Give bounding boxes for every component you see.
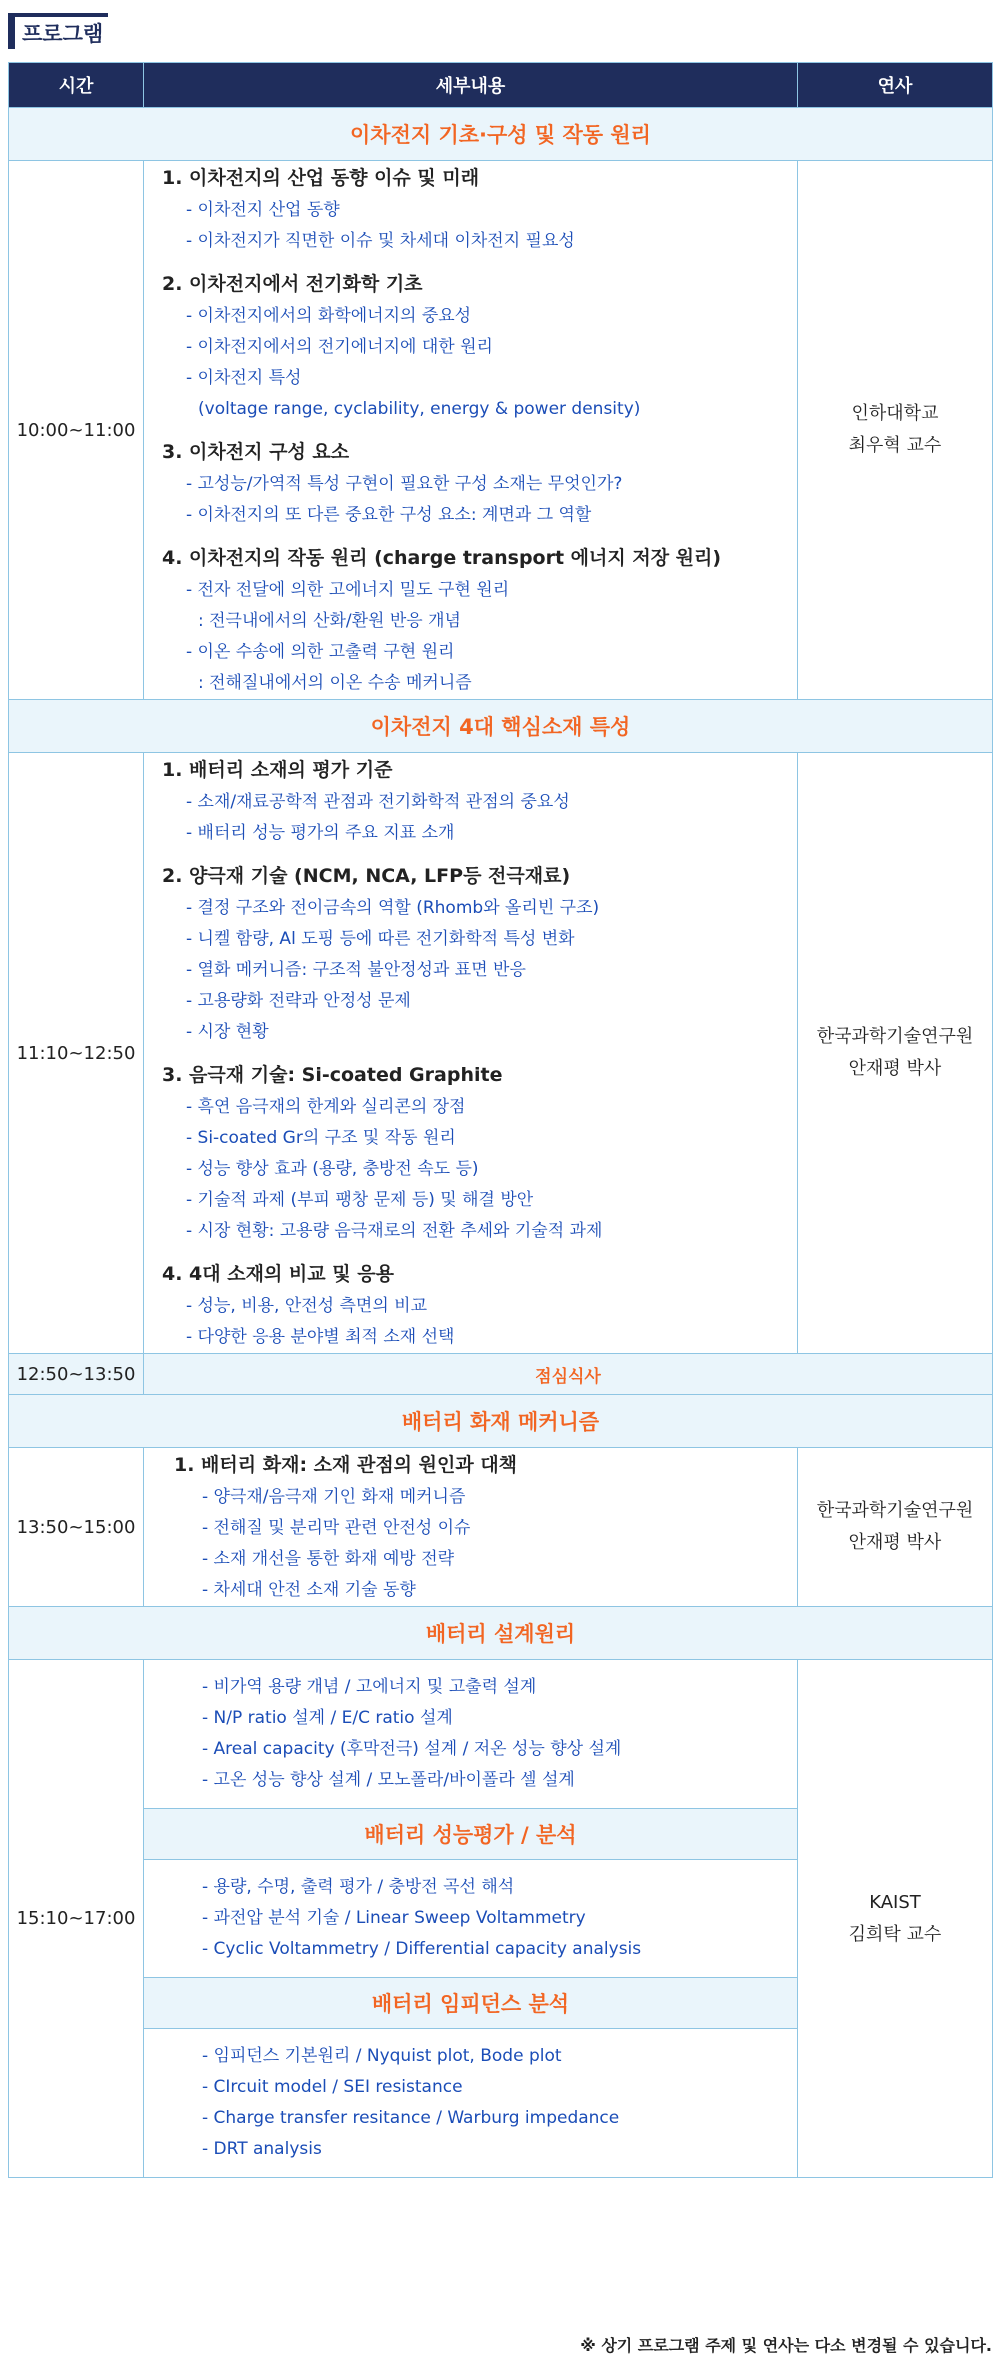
subsection-title-impedance: 배터리 임피던스 분석 (144, 1978, 798, 2029)
speaker-name: 안재평 박사 (848, 1532, 942, 1553)
topic-item: - 임피던스 기본원리 / Nyquist plot, Bode plot (202, 2046, 562, 2066)
topic-item: - Si-coated Gr의 구조 및 작동 원리 (186, 1128, 456, 1148)
topic-item: - CIrcuit model / SEI resistance (202, 2077, 463, 2097)
topic-item: - N/P ratio 설계 / E/C ratio 설계 (202, 1708, 453, 1728)
section-row (9, 108, 993, 161)
subsection-details-impedance (144, 2029, 798, 2178)
section-row (9, 1607, 993, 1660)
topic-item: - 과전압 분석 기술 / Linear Sweep Voltammetry (202, 1908, 586, 1928)
page-title-block (0, 0, 1000, 62)
session-speaker-s4 (798, 1660, 993, 2178)
section-title-s3: 배터리 화재 메커니즘 (9, 1395, 993, 1448)
header-content: 세부내용 (144, 63, 798, 108)
section-title-s4: 배터리 설계원리 (9, 1607, 993, 1660)
page-title: 프로그램 (22, 22, 104, 46)
topic-item: - 이차전지가 직면한 이슈 및 차세대 이차전지 필요성 (186, 231, 575, 251)
topic-item: - 결정 구조와 전이금속의 역할 (Rhomb와 올리빈 구조) (186, 898, 600, 918)
topic-item: - 시장 현황 (186, 1022, 269, 1042)
session-details-s4 (144, 1660, 798, 1809)
speaker-affiliation: 한국과학기술연구원 (816, 1500, 974, 1521)
session-speaker-s3 (798, 1448, 993, 1607)
header-time: 시간 (9, 63, 144, 108)
section-row (9, 700, 993, 753)
topic-item: - 시장 현황: 고용량 음극재로의 전환 추세와 기술적 과제 (186, 1221, 603, 1241)
topic-item: - 전해질 및 분리막 관련 안전성 이슈 (202, 1518, 471, 1538)
session-details-s3 (144, 1448, 798, 1607)
topic-heading: 4. 4대 소재의 비교 및 응용 (162, 1263, 394, 1285)
topic-item: : 전해질내에서의 이온 수송 메커니즘 (198, 673, 472, 693)
topic-item: - 성능, 비용, 안전성 측면의 비교 (186, 1296, 428, 1316)
topic-item: - 다양한 응용 분야별 최적 소재 선택 (186, 1327, 455, 1347)
topic-item: - Areal capacity (후막전극) 설계 / 저온 성능 향상 설계 (202, 1739, 622, 1759)
topic-item: - Charge transfer resitance / Warburg impedance (202, 2108, 620, 2128)
session-time-s4: 15:10~17:00 (9, 1660, 144, 2178)
speaker-affiliation: KAIST (869, 1891, 921, 1913)
footnote: ※ 상기 프로그램 주제 및 연사는 다소 변경될 수 있습니다. (580, 2336, 992, 2355)
subsection-title-analysis: 배터리 성능평가 / 분석 (144, 1809, 798, 1860)
lunch-time: 12:50~13:50 (9, 1354, 144, 1395)
topic-item: : 전극내에서의 산화/환원 반응 개념 (198, 611, 461, 631)
topic-item: - 용량, 수명, 출력 평가 / 충방전 곡선 해석 (202, 1877, 515, 1897)
session-row-s2 (9, 753, 993, 1354)
topic-heading: 3. 이차전지 구성 요소 (162, 441, 350, 463)
topic-item: - 이차전지에서의 전기에너지에 대한 원리 (186, 337, 493, 357)
topic-item: - 흑연 음극재의 한계와 실리콘의 장점 (186, 1097, 466, 1117)
topic-item: - 소재 개선을 통한 화재 예방 전략 (202, 1549, 455, 1569)
topic-item: - 이차전지의 또 다른 중요한 구성 요소: 계면과 그 역할 (186, 505, 592, 525)
session-details-s1 (144, 161, 798, 700)
topic-item: - 성능 향상 효과 (용량, 충방전 속도 등) (186, 1159, 479, 1179)
program-table (8, 62, 993, 2178)
title-accent-bar (8, 13, 15, 49)
topic-item: - 고온 성능 향상 설계 / 모노폴라/바이폴라 셀 설계 (202, 1770, 575, 1790)
speaker-name: 김희탁 교수 (848, 1923, 942, 1945)
topic-item: - 이차전지에서의 화학에너지의 중요성 (186, 306, 472, 326)
topic-item: - DRT analysis (202, 2139, 322, 2159)
topic-item: - 이차전지 특성 (186, 368, 302, 388)
topic-item: - 이차전지 산업 동향 (186, 200, 340, 220)
topic-item: - 양극재/음극재 기인 화재 메커니즘 (202, 1487, 466, 1507)
session-row-s4 (9, 1660, 993, 1809)
topic-heading: 2. 양극재 기술 (NCM, NCA, LFP등 전극재료) (162, 865, 571, 887)
speaker-affiliation: 한국과학기술연구원 (816, 1026, 974, 1047)
lunch-row (9, 1354, 993, 1395)
topic-heading: 2. 이차전지에서 전기화학 기초 (162, 273, 423, 295)
topic-item: - 열화 메커니즘: 구조적 불안정성과 표면 반응 (186, 960, 526, 980)
topic-heading: 1. 배터리 화재: 소재 관점의 원인과 대책 (174, 1454, 518, 1476)
session-time-s3: 13:50~15:00 (9, 1448, 144, 1607)
topic-item: (voltage range, cyclability, energy & power density) (198, 399, 641, 419)
session-row-s1 (9, 161, 993, 700)
session-speaker-s2 (798, 753, 993, 1354)
section-title-s1: 이차전지 기초·구성 및 작동 원리 (9, 108, 993, 161)
topic-item: - 비가역 용량 개념 / 고에너지 및 고출력 설계 (202, 1677, 537, 1697)
session-speaker-s1 (798, 161, 993, 700)
topic-heading: 1. 배터리 소재의 평가 기준 (162, 759, 393, 781)
topic-heading: 3. 음극재 기술: Si-coated Graphite (162, 1064, 503, 1086)
topic-item: - 고용량화 전략과 안정성 문제 (186, 991, 411, 1011)
topic-item: - 소재/재료공학적 관점과 전기화학적 관점의 중요성 (186, 792, 570, 812)
header-speaker: 연사 (798, 63, 993, 108)
header-row (9, 63, 993, 108)
topic-item: - 배터리 성능 평가의 주요 지표 소개 (186, 823, 455, 843)
section-row (9, 1395, 993, 1448)
section-title-s2: 이차전지 4대 핵심소재 특성 (9, 700, 993, 753)
topic-item: - 기술적 과제 (부피 팽창 문제 등) 및 해결 방안 (186, 1190, 534, 1210)
topic-heading: 1. 이차전지의 산업 동향 이슈 및 미래 (162, 167, 480, 189)
speaker-name: 최우혁 교수 (848, 435, 942, 456)
session-time-s2: 11:10~12:50 (9, 753, 144, 1354)
title-accent-line (8, 13, 108, 17)
session-details-s2 (144, 753, 798, 1354)
topic-item: - 이온 수송에 의한 고출력 구현 원리 (186, 642, 455, 662)
topic-item: - 고성능/가역적 특성 구현이 필요한 구성 소재는 무엇인가? (186, 474, 623, 494)
topic-heading: 4. 이차전지의 작동 원리 (charge transport 에너지 저장 원리) (162, 547, 722, 569)
topic-item: - Cyclic Voltammetry / Differential capacity analysis (202, 1939, 642, 1959)
lunch-label: 점심식사 (144, 1354, 993, 1395)
subsection-details-analysis (144, 1860, 798, 1978)
topic-item: - 차세대 안전 소재 기술 동향 (202, 1580, 416, 1600)
session-row-s3 (9, 1448, 993, 1607)
topic-item: - 니켈 함량, Al 도핑 등에 따른 전기화학적 특성 변화 (186, 929, 575, 949)
session-time-s1: 10:00~11:00 (9, 161, 144, 700)
topic-item: - 전자 전달에 의한 고에너지 밀도 구현 원리 (186, 580, 510, 600)
speaker-name: 안재평 박사 (848, 1058, 942, 1079)
speaker-affiliation: 인하대학교 (851, 403, 939, 424)
